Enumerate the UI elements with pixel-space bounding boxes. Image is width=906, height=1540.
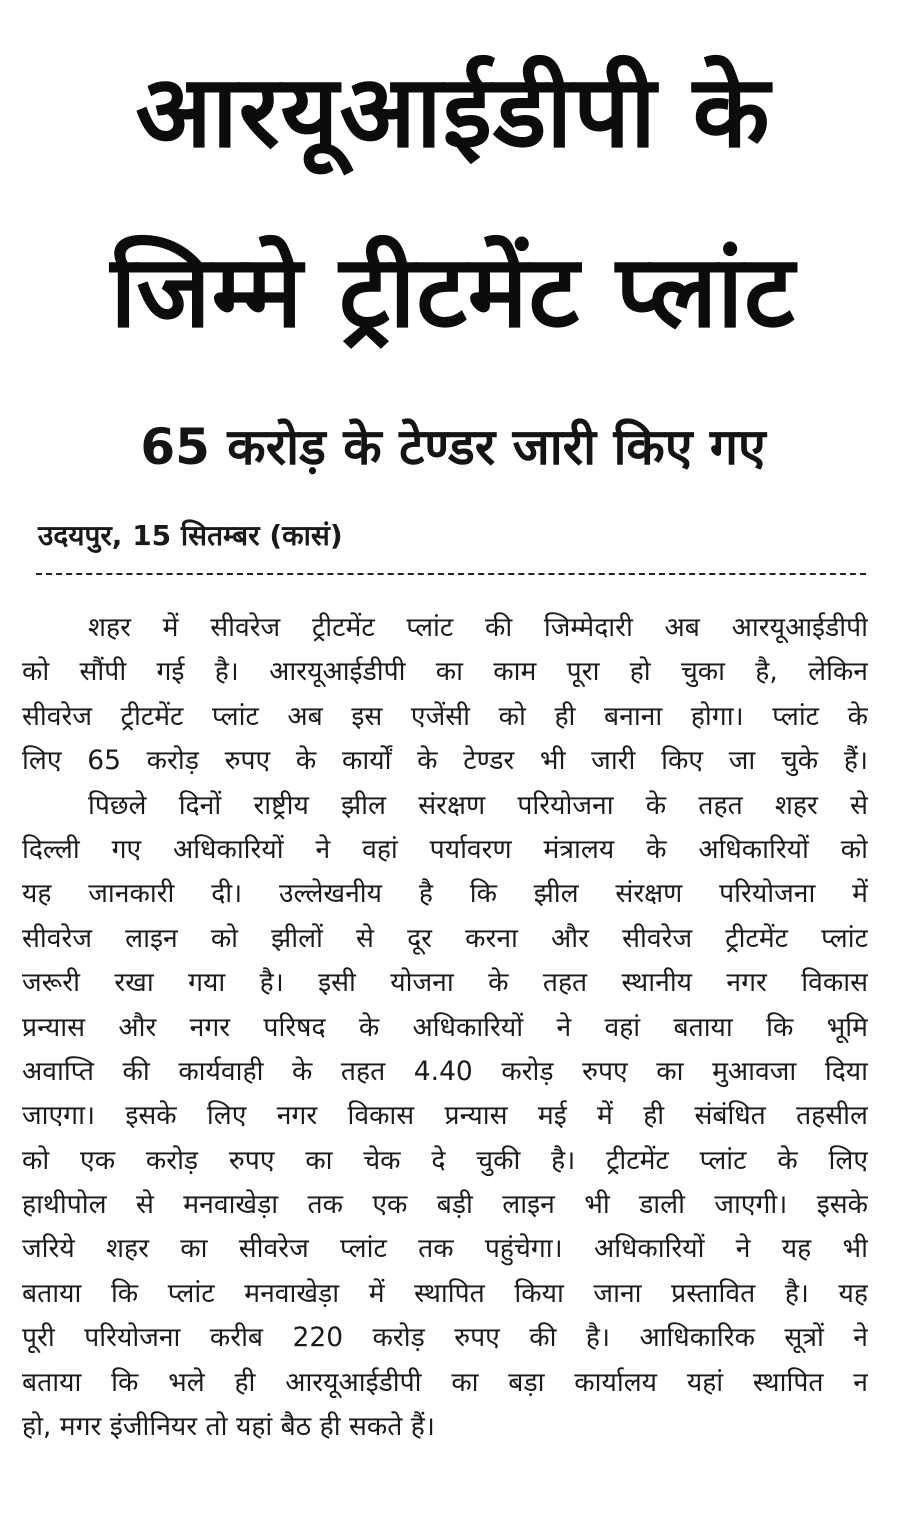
body-line: सीवरेज लाइन को झीलों से दूर करना और सीवरेज ट्रीटमेंट प्लांट <box>22 922 868 954</box>
body-line: दिल्ली गए अधिकारियों ने वहां पर्यावरण मंत्रालय के अधिकारियों को <box>22 833 868 865</box>
body-line: जरिये शहर का सीवरेज प्लांट तक पहुंचेगा। अधिकारियों ने यह भी <box>22 1233 868 1265</box>
body-line: को सौंपी गई है। आरयूआईडीपी का काम पूरा हो चुका है, लेकिन <box>22 656 868 688</box>
body-line: बताया कि भले ही आरयूआईडीपी का बड़ा कार्यालय यहां स्थापित न <box>22 1366 868 1398</box>
body-line: पूरी परियोजना करीब 220 करोड़ रुपए की है। आधिकारिक सूत्रों ने <box>22 1322 868 1354</box>
headline-line-2: जिम्मे ट्रीटमेंट प्लांट <box>110 233 796 350</box>
dashed-divider <box>36 573 866 575</box>
body-line: यह जानकारी दी। उल्लेखनीय है कि झील संरक्षण परियोजना में <box>22 878 868 910</box>
headline-line-1: आरयूआईडीपी के <box>135 53 771 170</box>
body-line: शहर में सीवरेज ट्रीटमेंट प्लांट की जिम्मेदारी अब आरयूआईडीपी <box>88 612 868 643</box>
body-line: को एक करोड़ रुपए का चेक दे चुकी है। ट्रीटमेंट प्लांट के लिए <box>22 1144 868 1176</box>
body-line: जरूरी रखा गया है। इसी योजना के तहत स्थानीय नगर विकास <box>22 967 868 999</box>
body-line: हाथीपोल से मनवाखेड़ा तक एक बड़ी लाइन भी डाली जाएगी। इसके <box>22 1189 868 1221</box>
article-body <box>22 606 868 1449</box>
body-line: सीवरेज ट्रीटमेंट प्लांट अब इस एजेंसी को ही बनाना होगा। प्लांट के <box>22 700 868 732</box>
dateline: उदयपुर, 15 सितम्बर (कासं) <box>38 519 343 552</box>
body-line: प्रन्यास और नगर परिषद के अधिकारियों ने वहां बताया कि भूमि <box>22 1011 868 1043</box>
body-line: जाएगा। इसके लिए नगर विकास प्रन्यास मई में ही संबंधित तहसील <box>22 1100 868 1132</box>
subheadline: 65 करोड़ के टेण्डर जारी किए गए <box>140 418 766 476</box>
body-line: बताया कि प्लांट मनवाखेड़ा में स्थापित किया जाना प्रस्तावित है। यह <box>22 1277 868 1309</box>
body-line: अवाप्ति की कार्यवाही के तहत 4.40 करोड़ रुपए का मुआवजा दिया <box>22 1055 868 1087</box>
body-line: पिछले दिनों राष्ट्रीय झील संरक्षण परियोजना के तहत शहर से <box>88 789 868 821</box>
body-line: हो, मगर इंजीनियर तो यहां बैठ ही सकते हैं। <box>22 1411 435 1443</box>
body-line: लिए 65 करोड़ रुपए के कार्यों के टेण्डर भी जारी किए जा चुके हैं। <box>22 745 868 777</box>
